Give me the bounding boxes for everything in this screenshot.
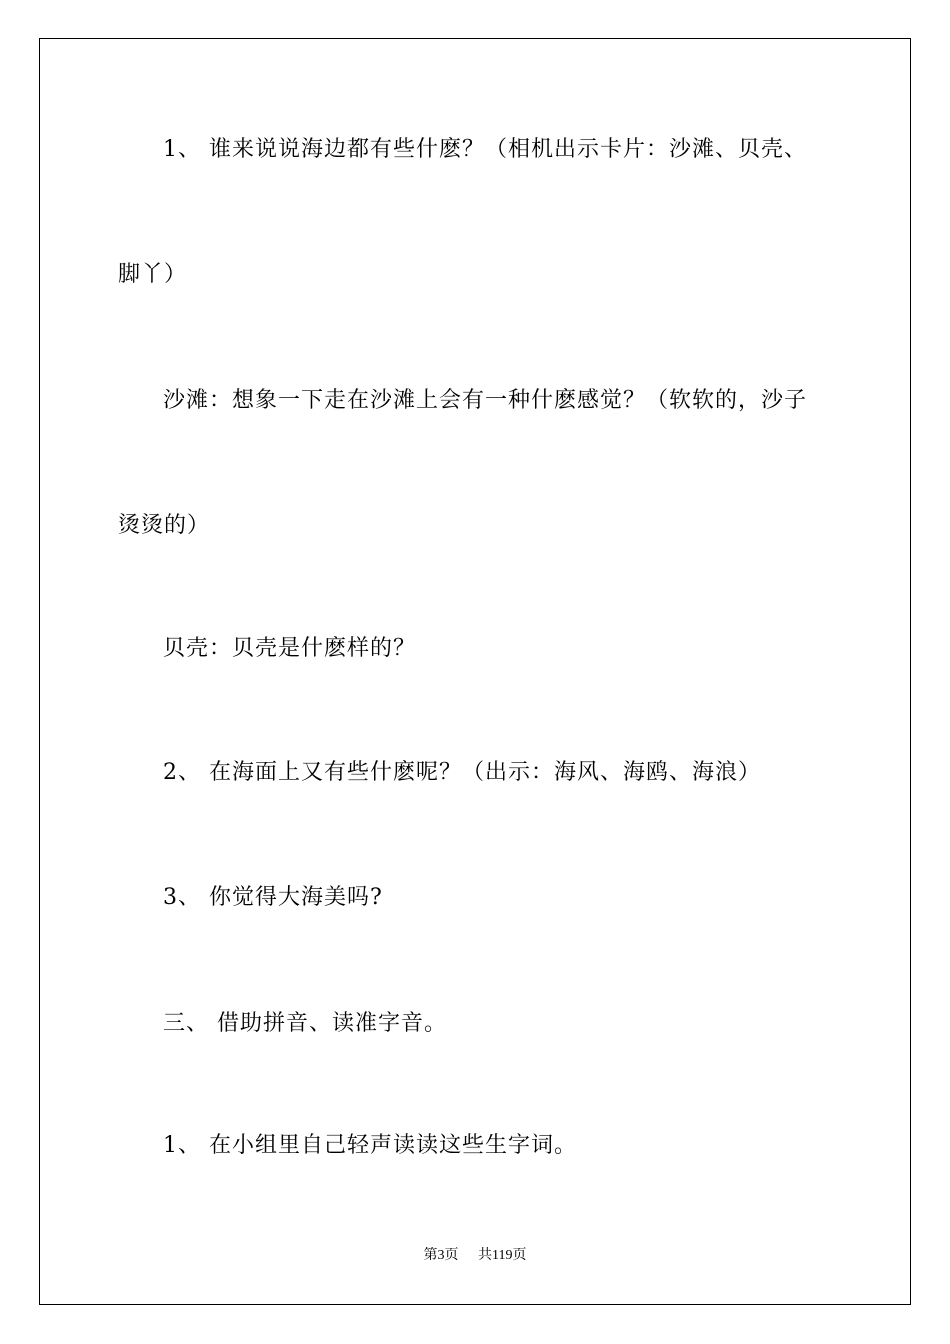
page-footer	[0, 1247, 950, 1265]
text-line-5: 贝壳：贝壳是什麽样的？	[163, 636, 417, 661]
text-line-1: 1、 谁来说说海边都有些什麽？（相机出示卡片：沙滩、贝壳、	[163, 137, 807, 162]
text-line-9: 1、 在小组里自己轻声读读这些生字词。	[163, 1133, 577, 1158]
text-line-2: 脚丫）	[118, 262, 188, 287]
text-line-8: 三、 借助拼音、读准字音。	[163, 1011, 447, 1036]
text-line-4: 烫烫的）	[118, 513, 211, 538]
text-line-3: 沙滩：想象一下走在沙滩上会有一种什麽感觉？（软软的，沙子	[163, 388, 808, 413]
page-number: 第3页	[423, 1248, 459, 1263]
text-line-7: 3、 你觉得大海美吗?	[163, 885, 383, 910]
page-frame	[39, 38, 911, 1305]
text-line-6: 2、 在海面上又有些什麽呢？（出示：海风、海鸥、海浪）	[163, 760, 761, 785]
page-total: 共119页	[478, 1248, 527, 1263]
